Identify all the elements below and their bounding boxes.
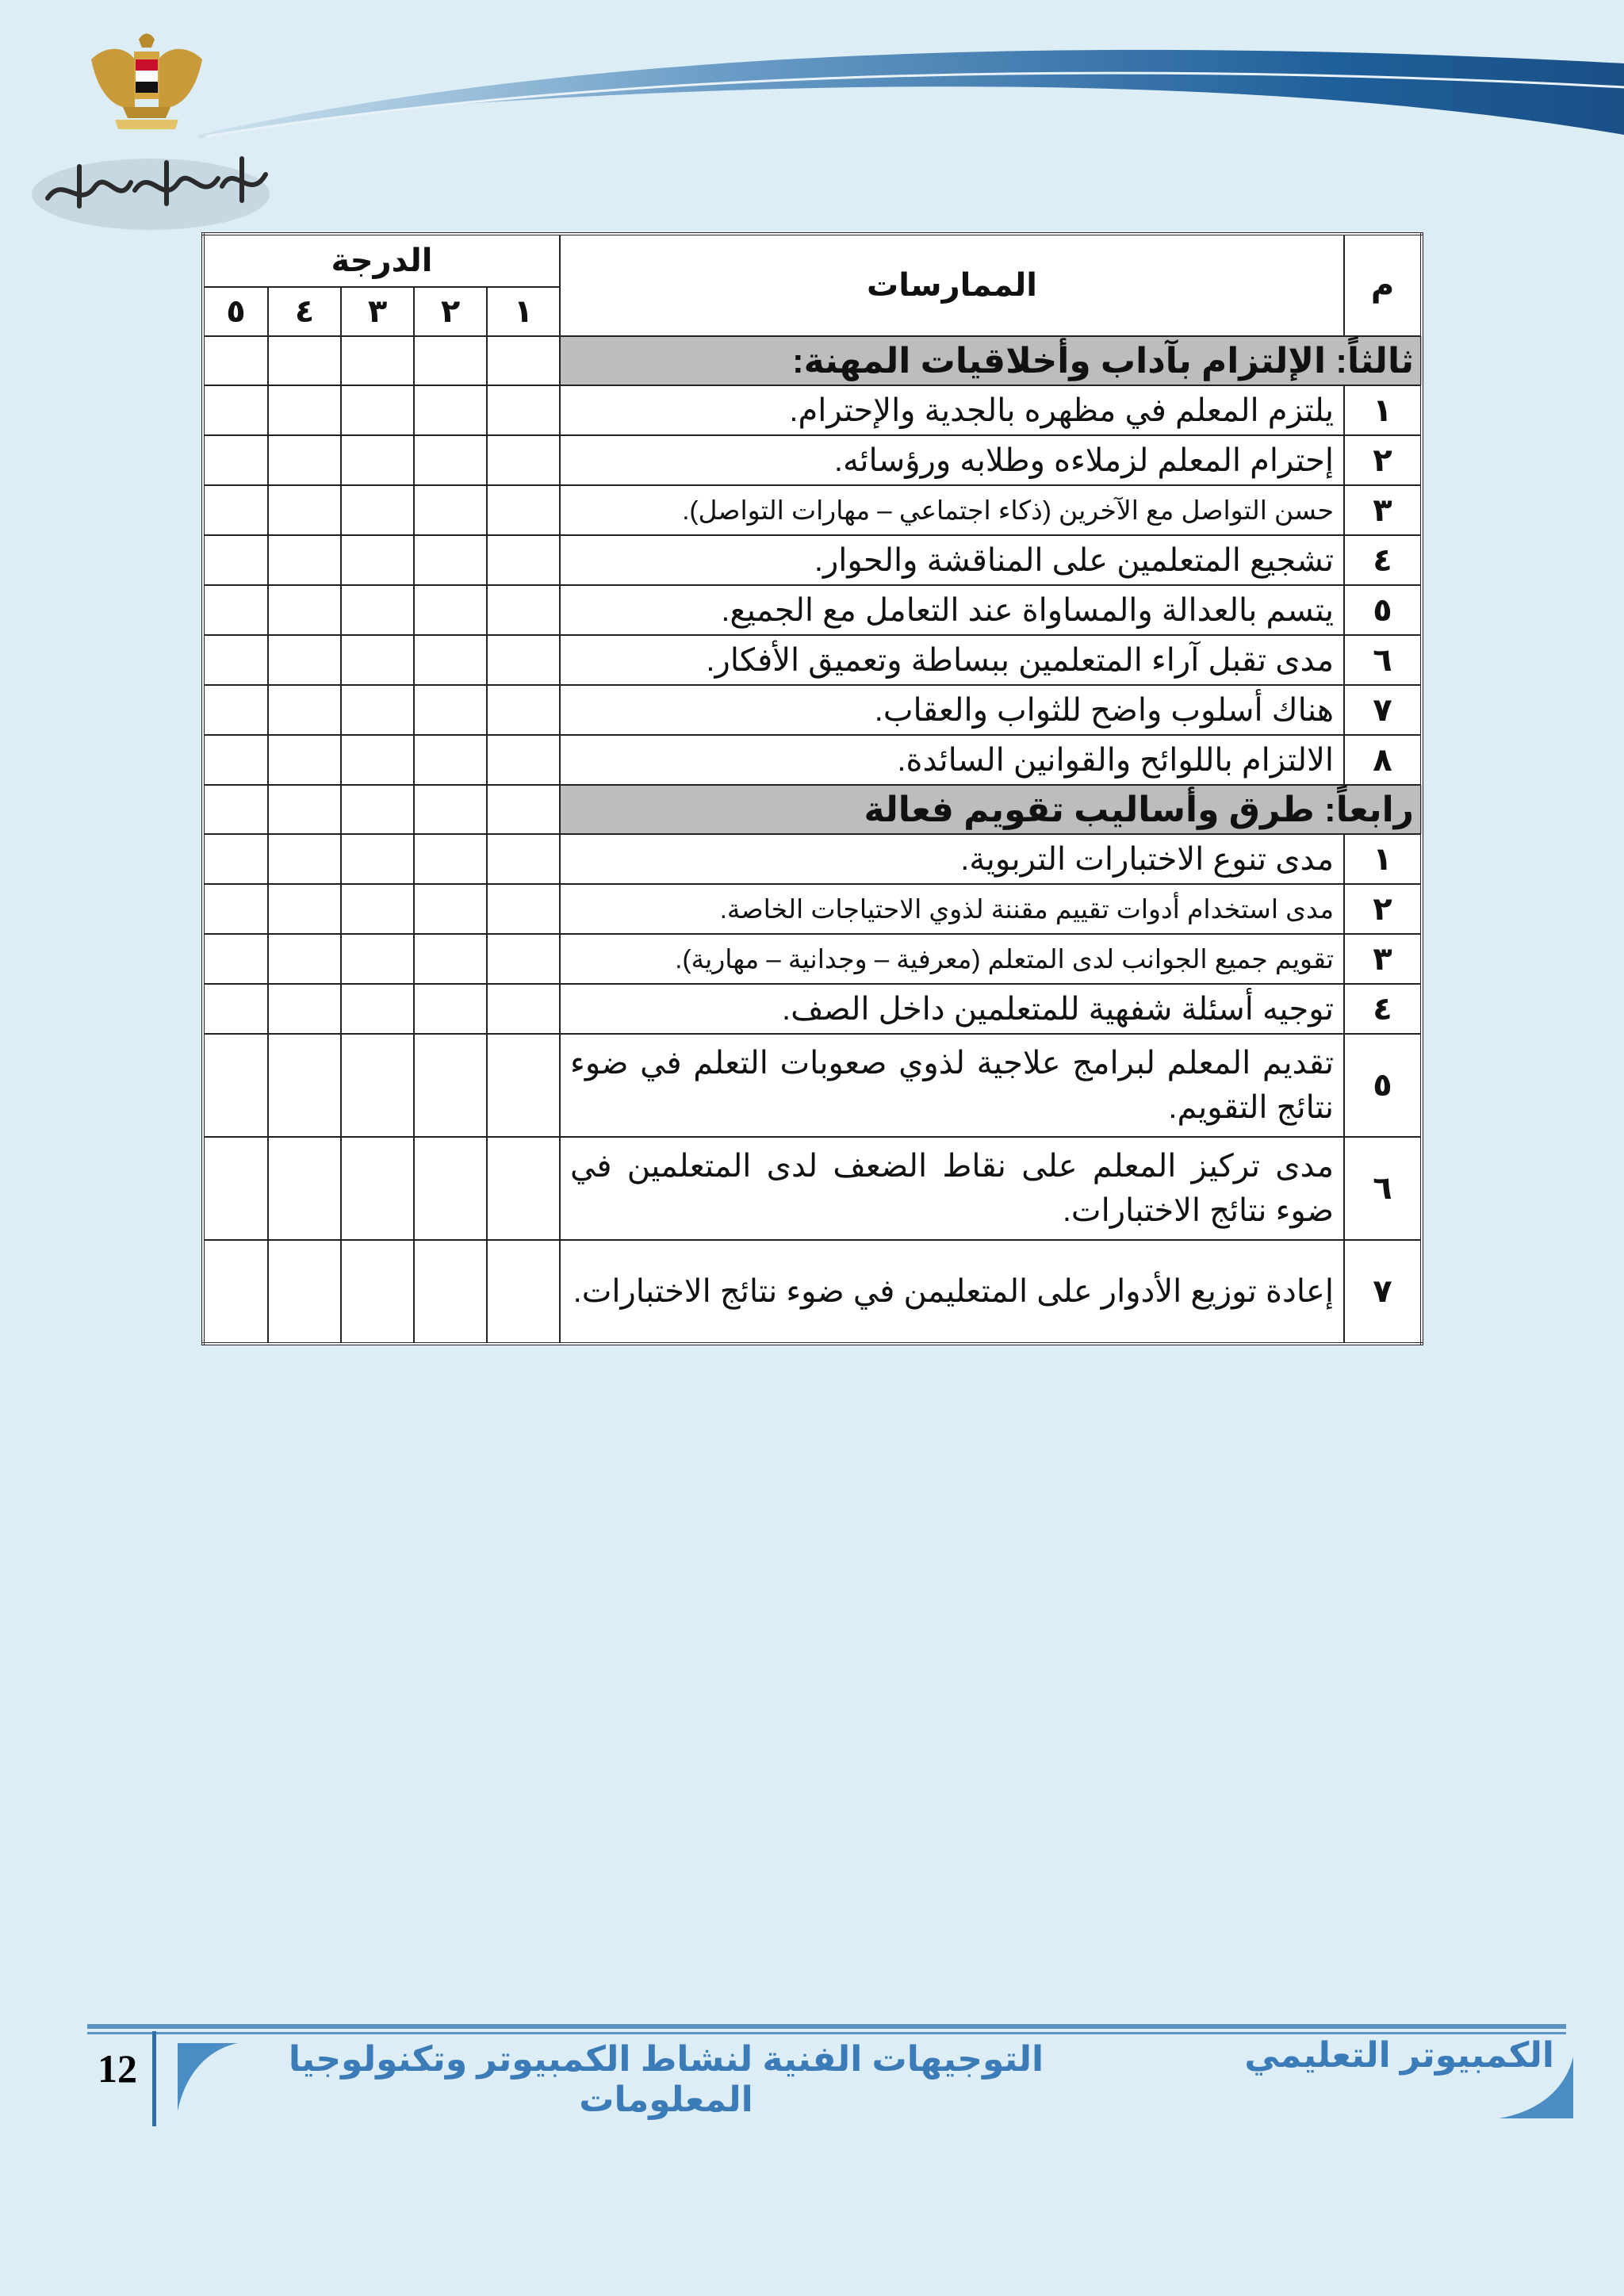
- grade-cell[interactable]: [268, 535, 341, 585]
- grade-cell[interactable]: [203, 585, 268, 635]
- grade-cell[interactable]: [414, 535, 487, 585]
- footer-book-title: التوجيهات الفنية لنشاط الكمبيوتر وتكنولوجيا المعلومات: [288, 2040, 1044, 2119]
- grade-cell[interactable]: [341, 485, 414, 535]
- grade-cell[interactable]: [203, 685, 268, 735]
- practice-text: توجيه أسئلة شفهية للمتعلمين داخل الصف.: [560, 984, 1344, 1034]
- grade-cell[interactable]: [268, 435, 341, 485]
- grade-cell[interactable]: [203, 385, 268, 435]
- table-row: [203, 934, 1422, 984]
- table-row: [203, 485, 1422, 535]
- grade-cell[interactable]: [341, 1137, 414, 1240]
- row-number: ٧: [1344, 685, 1422, 735]
- grade-cell[interactable]: [414, 635, 487, 685]
- grade-cell[interactable]: [268, 385, 341, 435]
- section-title: ثالثاً: الإلتزام بآداب وأخلاقيات المهنة:: [560, 336, 1422, 385]
- header-num: م: [1344, 234, 1422, 336]
- grade-cell[interactable]: [268, 485, 341, 535]
- grade-cell[interactable]: [341, 685, 414, 735]
- grade-cell[interactable]: [487, 635, 560, 685]
- grade-cell[interactable]: [414, 984, 487, 1034]
- grade-cell[interactable]: [341, 635, 414, 685]
- grade-cell[interactable]: [203, 635, 268, 685]
- row-number: ٥: [1344, 1034, 1422, 1137]
- grade-cell[interactable]: [487, 735, 560, 785]
- grade-cell[interactable]: [414, 735, 487, 785]
- grade-cell[interactable]: [341, 735, 414, 785]
- row-number: ٢: [1344, 435, 1422, 485]
- grade-cell[interactable]: [203, 834, 268, 884]
- practice-text: مدى تقبل آراء المتعلمين ببساطة وتعميق الأفكار.: [560, 635, 1344, 685]
- grade-cell[interactable]: [487, 884, 560, 934]
- grade-cell[interactable]: [203, 934, 268, 984]
- practice-text: يتسم بالعدالة والمساواة عند التعامل مع الجميع.: [560, 585, 1344, 635]
- table-row: [203, 1034, 1422, 1137]
- page-number: 12: [98, 2046, 137, 2091]
- grade-cell[interactable]: [414, 1240, 487, 1344]
- table-row: [203, 685, 1422, 735]
- row-number: ١: [1344, 834, 1422, 884]
- table-row: [203, 535, 1422, 585]
- evaluation-table-wrapper: [201, 232, 1423, 1345]
- table-row: [203, 585, 1422, 635]
- grade-cell[interactable]: [268, 336, 341, 385]
- grade-cell[interactable]: [268, 1137, 341, 1240]
- section-row: [203, 336, 1422, 385]
- practice-text: تقويم جميع الجوانب لدى المتعلم (معرفية – وجدانية – مهارية).: [560, 934, 1344, 984]
- practice-text: تقديم المعلم لبرامج علاجية لذوي صعوبات التعلم في ضوء نتائج التقويم.: [560, 1034, 1344, 1137]
- grade-cell[interactable]: [268, 834, 341, 884]
- grade-cell[interactable]: [487, 1240, 560, 1344]
- grade-cell[interactable]: [268, 1034, 341, 1137]
- grade-cell[interactable]: [268, 884, 341, 934]
- table-row: [203, 735, 1422, 785]
- footer-series-title: الكمبيوتر التعليمي: [1244, 2036, 1554, 2075]
- grade-cell[interactable]: [341, 785, 414, 834]
- table-row: [203, 435, 1422, 485]
- table-row: [203, 884, 1422, 934]
- footer-corner-right-icon: [1497, 2055, 1575, 2120]
- table-row: [203, 385, 1422, 435]
- practice-text: الالتزام باللوائح والقوانين السائدة.: [560, 735, 1344, 785]
- ministry-logo: [32, 20, 278, 234]
- grade-cell[interactable]: [268, 735, 341, 785]
- grade-cell[interactable]: [203, 785, 268, 834]
- grade-cell[interactable]: [341, 435, 414, 485]
- grade-cell[interactable]: [414, 934, 487, 984]
- grade-cell[interactable]: [341, 934, 414, 984]
- grade-cell[interactable]: [203, 1137, 268, 1240]
- practice-text: مدى تنوع الاختبارات التربوية.: [560, 834, 1344, 884]
- row-number: ١: [1344, 385, 1422, 435]
- grade-header-4: ٤: [268, 287, 341, 336]
- grade-cell[interactable]: [487, 336, 560, 385]
- grade-cell[interactable]: [341, 535, 414, 585]
- grade-cell[interactable]: [268, 635, 341, 685]
- practice-text: مدى تركيز المعلم على نقاط الضعف لدى المتعلمين في ضوء نتائج الاختبارات.: [560, 1137, 1344, 1240]
- grade-cell[interactable]: [341, 336, 414, 385]
- grade-cell[interactable]: [203, 1240, 268, 1344]
- row-number: ٦: [1344, 1137, 1422, 1240]
- grade-header-1: ١: [487, 287, 560, 336]
- evaluation-table: [201, 232, 1423, 1345]
- practice-text: حسن التواصل مع الآخرين (ذكاء اجتماعي – مهارات التواصل).: [560, 485, 1344, 535]
- grade-cell[interactable]: [341, 834, 414, 884]
- footer-corner-left-icon: [176, 2042, 239, 2113]
- footer-rule: [87, 2024, 1566, 2029]
- grade-cell[interactable]: [268, 585, 341, 635]
- header-practices: الممارسات: [560, 234, 1344, 336]
- grade-cell[interactable]: [414, 336, 487, 385]
- grade-cell[interactable]: [487, 1137, 560, 1240]
- row-number: ٥: [1344, 585, 1422, 635]
- practice-text: تشجيع المتعلمين على المناقشة والحوار.: [560, 535, 1344, 585]
- grade-cell[interactable]: [414, 485, 487, 535]
- grade-cell[interactable]: [487, 934, 560, 984]
- row-number: ٧: [1344, 1240, 1422, 1344]
- grade-cell[interactable]: [414, 435, 487, 485]
- row-number: ٦: [1344, 635, 1422, 685]
- grade-cell[interactable]: [414, 385, 487, 435]
- row-number: ٤: [1344, 535, 1422, 585]
- grade-header-2: ٢: [414, 287, 487, 336]
- row-number: ٣: [1344, 485, 1422, 535]
- grade-cell[interactable]: [203, 336, 268, 385]
- grade-header-3: ٣: [341, 287, 414, 336]
- grade-cell[interactable]: [414, 884, 487, 934]
- grade-cell[interactable]: [341, 984, 414, 1034]
- grade-cell[interactable]: [268, 785, 341, 834]
- grade-cell[interactable]: [414, 1034, 487, 1137]
- section-title: رابعاً: طرق وأساليب تقويم فعالة: [560, 785, 1422, 834]
- practice-text: إحترام المعلم لزملاءه وطلابه ورؤسائه.: [560, 435, 1344, 485]
- grade-cell[interactable]: [487, 834, 560, 884]
- grade-cell[interactable]: [487, 435, 560, 485]
- grade-cell[interactable]: [487, 385, 560, 435]
- table-row: [203, 635, 1422, 685]
- grade-cell[interactable]: [203, 1034, 268, 1137]
- grade-cell[interactable]: [341, 1034, 414, 1137]
- table-row: [203, 1240, 1422, 1344]
- grade-cell[interactable]: [268, 1240, 341, 1344]
- grade-cell[interactable]: [414, 785, 487, 834]
- grade-cell[interactable]: [203, 735, 268, 785]
- grade-cell[interactable]: [487, 984, 560, 1034]
- row-number: ٣: [1344, 934, 1422, 984]
- grade-cell[interactable]: [203, 984, 268, 1034]
- footer-rule-thin: [87, 2032, 1566, 2034]
- row-number: ٢: [1344, 884, 1422, 934]
- grade-cell[interactable]: [414, 1137, 487, 1240]
- header-degree: الدرجة: [203, 234, 560, 287]
- grade-cell[interactable]: [487, 685, 560, 735]
- grade-cell[interactable]: [341, 585, 414, 635]
- grade-cell[interactable]: [414, 685, 487, 735]
- grade-cell[interactable]: [268, 984, 341, 1034]
- grade-cell[interactable]: [487, 785, 560, 834]
- grade-cell[interactable]: [341, 1240, 414, 1344]
- grade-header-5: ٥: [203, 287, 268, 336]
- grade-cell[interactable]: [203, 485, 268, 535]
- grade-cell[interactable]: [414, 834, 487, 884]
- grade-cell[interactable]: [341, 385, 414, 435]
- grade-cell[interactable]: [487, 485, 560, 535]
- grade-cell[interactable]: [487, 535, 560, 585]
- row-number: ٨: [1344, 735, 1422, 785]
- grade-cell[interactable]: [268, 685, 341, 735]
- table-row: [203, 984, 1422, 1034]
- row-number: ٤: [1344, 984, 1422, 1034]
- practice-text: يلتزم المعلم في مظهره بالجدية والإحترام.: [560, 385, 1344, 435]
- grade-cell[interactable]: [487, 1034, 560, 1137]
- grade-cell[interactable]: [487, 585, 560, 635]
- section-row: [203, 785, 1422, 834]
- grade-cell[interactable]: [341, 884, 414, 934]
- grade-cell[interactable]: [268, 934, 341, 984]
- grade-cell[interactable]: [203, 884, 268, 934]
- grade-cell[interactable]: [414, 585, 487, 635]
- table-row: [203, 1137, 1422, 1240]
- grade-cell[interactable]: [203, 435, 268, 485]
- practice-text: هناك أسلوب واضح للثواب والعقاب.: [560, 685, 1344, 735]
- grade-cell[interactable]: [203, 535, 268, 585]
- footer-divider: [152, 2031, 156, 2126]
- practice-text: مدى استخدام أدوات تقييم مقننة لذوي الاحتياجات الخاصة.: [560, 884, 1344, 934]
- table-row: [203, 834, 1422, 884]
- practice-text: إعادة توزيع الأدوار على المتعليمن في ضوء نتائج الاختبارات.: [560, 1240, 1344, 1344]
